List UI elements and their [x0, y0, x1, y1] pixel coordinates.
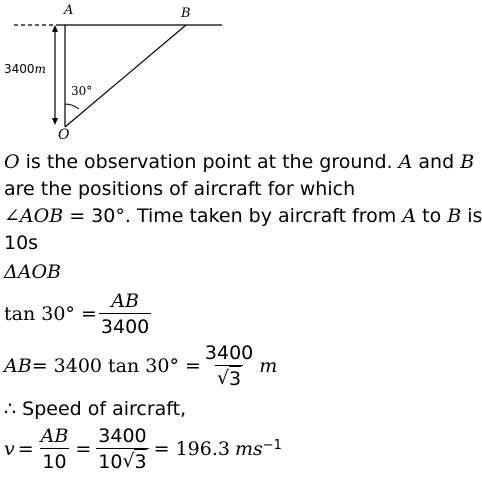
equation-2 [4, 342, 277, 390]
text-segment: is [461, 205, 482, 227]
height-number: 3400 [4, 62, 35, 76]
sqrt-symbol: √ 3 [122, 450, 147, 473]
height-unit: m [34, 62, 46, 76]
eq3-unit: ms [234, 438, 263, 460]
eq3-exponent: −1 [262, 438, 282, 453]
eq3-result: = 196.3 [153, 438, 230, 460]
eq3-equals-2: = [75, 438, 92, 460]
eq2-lhs: AB [4, 355, 32, 377]
eq3-equals: = [17, 438, 34, 460]
angle-AOB: ∠AOB [4, 205, 64, 227]
eq3-f2-root: 3 [134, 451, 147, 473]
eq3-f1-numerator: AB [40, 425, 69, 447]
height-value [4, 62, 46, 76]
sqrt-symbol: √ 3 [217, 367, 242, 390]
angle-arc [65, 104, 79, 109]
equation-1 [4, 290, 153, 338]
var-A: A [402, 205, 417, 227]
label-A: A [64, 3, 74, 18]
eq3-f2-den-pre: 10 [98, 451, 123, 473]
label-B: B [181, 6, 191, 21]
text-line-4: 10s [4, 232, 39, 254]
eq1-numerator: AB [111, 290, 139, 312]
eq1-lhs: tan 30° = [4, 303, 97, 325]
eq1-fraction [99, 290, 151, 338]
eq2-numerator: 3400 [204, 342, 254, 364]
eq3-f2-numerator: 3400 [98, 425, 147, 447]
arrow-head-down [52, 118, 58, 125]
label-O: O [58, 127, 70, 143]
text-line-3 [4, 205, 482, 227]
eq2-root: 3 [229, 368, 242, 390]
var-B: B [447, 205, 462, 227]
text-segment: and [412, 151, 461, 173]
eq3-fraction-1 [39, 425, 71, 473]
angle-label: 30° [71, 84, 93, 98]
text-segment: is the observation point at the ground. [19, 151, 399, 173]
eq3-f1-denominator: 10 [40, 448, 68, 473]
eq2-unit: m [259, 355, 278, 377]
equation-3 [4, 425, 282, 473]
eq3-fraction-2 [96, 425, 148, 473]
eq2-denominator [215, 365, 243, 390]
var-A: A [398, 151, 413, 173]
eq1-denominator: 3400 [99, 313, 151, 338]
text-segment: to [416, 205, 448, 227]
eq2-mid: = 3400 tan 30° = [31, 355, 201, 377]
triangle-label: ΔAOB [4, 261, 61, 283]
text-segment: = 30°. Time taken by aircraft from [63, 205, 403, 227]
text-line-2: are the positions of aircraft for which [4, 178, 356, 200]
eq3-v: v [4, 438, 15, 460]
eq2-fraction [203, 342, 255, 390]
diagram [0, 0, 240, 145]
var-O: O [4, 151, 20, 173]
text-line-1 [4, 151, 474, 173]
line-OB [65, 25, 186, 127]
speed-line: ∴ Speed of aircraft, [4, 398, 187, 420]
var-B: B [460, 151, 475, 173]
arrow-head-up [52, 25, 58, 32]
eq3-f2-denominator [96, 448, 148, 473]
